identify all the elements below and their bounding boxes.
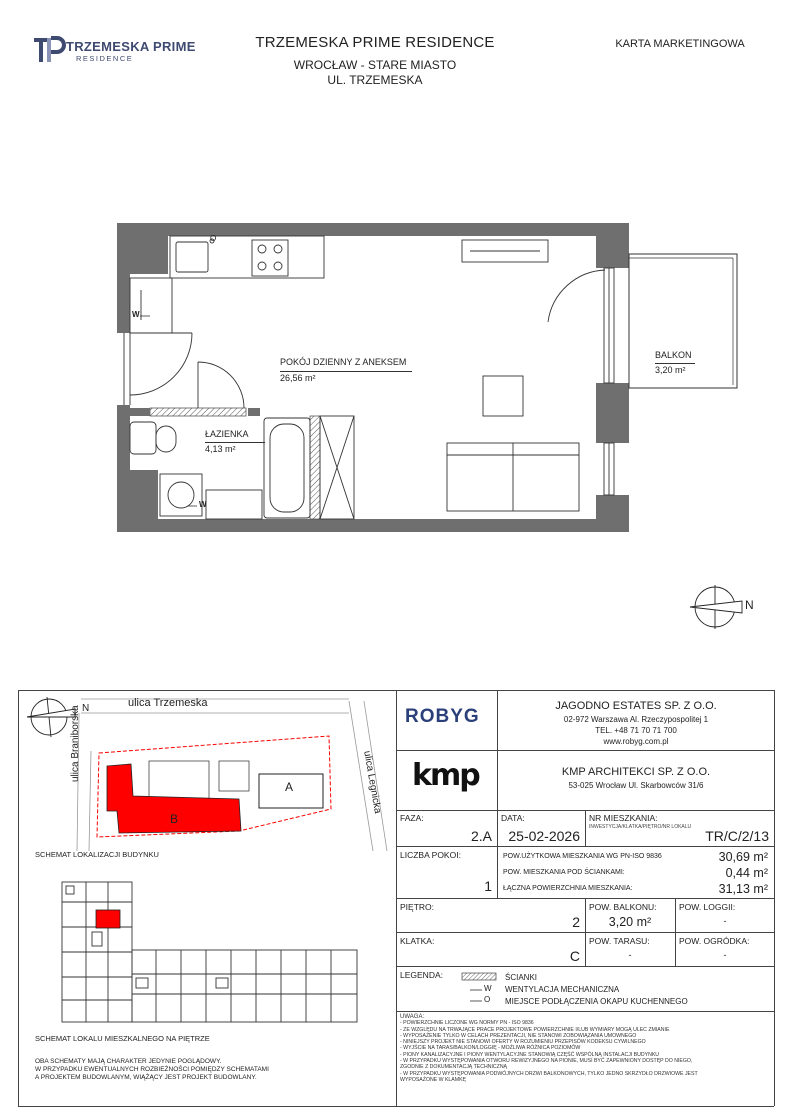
document-type: KARTA MARKETINGOWA <box>615 38 745 50</box>
hood-label: O <box>210 234 217 243</box>
data-value: 25-02-2026 <box>508 828 580 844</box>
faza-value: 2.A <box>470 828 492 844</box>
floor-schema <box>36 872 366 1027</box>
loggia-value: - <box>723 916 727 926</box>
legend-hatch-icon <box>462 973 496 980</box>
pow-uzytkowa-label: POW.UŻYTKOWA MIESZKANIA WG PN-ISO 9836 <box>503 853 662 860</box>
legend-wentylacja: WENTYLACJA MECHANICZNA <box>505 985 620 994</box>
ogrod-value: - <box>723 950 727 960</box>
room-living-name: POKÓJ DZIENNY Z ANEKSEM <box>280 357 407 367</box>
remarks-block: UWAGA: - POWIERZCHNIE LICZONE WG NORMY PN - ISO 9836 - ZE WZGLĘDU NA TRWAJĄCE PRACE PROJEKTOWE POWIERZCHNIE I/LUB WYMIARY MOGĄ ULEC ZMIANIE - WYPOSAŻENIE TYLKO W CELACH PREZENTACJI, NIE STANOWI ZOBOWIĄZANIA UMOWNEGO - NINIEJSZY PROJEKT NIE STANOWI OFERTY W ROZUMIENIU PRZEPISÓW KODEKSU CYWILNEGO - WYJŚCIE NA TARAS/BALKON/LOGGIĘ - MOŻLIWA RÓŻNICA POZIOMÓW - PIONY KANALIZACYJNE I PIONY WENTYLACYJNE STANOWIĄ CZĘŚĆ WSPÓLNĄ INSTALACJI BUDYNKU - W PRZYPADKU WYSTĘPOWANIA OTWORU REWIZYJNEGO NA PIONIE, MUSI BYĆ ZAPEWNIONY DOSTĘP DO NIEGO, ZGODNIE Z DOKUMENTACJĄ TECHNICZNĄ - W PRZYPADKU WYSTĘPOWANIA PODWÓJNYCH DRZWI BALKONOWYCH, TYLKO JEDNO SKRZYDŁO DRZWIOWE JEST WYPOSAŻONE W KLAMKĘ <box>400 1014 698 1083</box>
company2-address: 53-025 Wrocław Ul. Skarbowców 31/6 <box>568 781 704 790</box>
building-b-label: B <box>170 812 179 826</box>
street-left-label: ulica Braniborska <box>70 705 81 782</box>
north-arrow-icon <box>690 585 742 629</box>
room-bath-name: ŁAZIENKA <box>205 429 249 439</box>
room-balcony-name: BALKON <box>655 350 692 360</box>
balkon-label: POW. BALKONU: <box>589 902 657 912</box>
legend-okap: MIEJSCE PODŁĄCZENIA OKAPU KUCHENNEGO <box>505 997 688 1006</box>
company1-website: www.robyg.com.pl <box>603 737 669 746</box>
project-title: TRZEMESKA PRIME RESIDENCE <box>255 34 495 51</box>
street-top-label: ulica Trzemeska <box>128 697 208 709</box>
legend-o-symbol: O <box>484 995 491 1004</box>
room-living-area: 26,56 m² <box>280 371 412 383</box>
logo-name: TRZEMESKA PRIME <box>66 39 196 54</box>
taras-value: - <box>628 950 632 960</box>
living-furniture <box>447 240 579 511</box>
taras-label: POW. TARASU: <box>589 936 650 946</box>
ogrod-label: POW. OGRÓDKA: <box>679 936 750 946</box>
building-a-label: A <box>285 780 294 794</box>
site-north-arrow-icon <box>27 697 75 737</box>
pokoje-value: 1 <box>484 878 492 894</box>
legend-symbols <box>460 971 500 1009</box>
project-city: WROCŁAW - STARE MIASTO <box>293 58 457 72</box>
klatka-label: KLATKA: <box>400 936 435 946</box>
logo-subtitle: RESIDENCE <box>76 54 134 63</box>
kmp-logo: kmp <box>412 758 479 793</box>
unit-highlight <box>96 910 120 928</box>
nr-sublabel: INWESTYCJA/KLATKA/PIĘTRO/NR LOKALU <box>589 824 692 830</box>
pietro-value: 2 <box>572 914 580 930</box>
pow-scianki-value: 0,44 m² <box>725 866 768 880</box>
pow-uzytkowa-value: 30,69 m² <box>718 850 768 864</box>
project-street: UL. TRZEMESKA <box>327 73 423 87</box>
bathroom-door <box>198 362 244 408</box>
data-label: DATA: <box>501 813 525 823</box>
balcony-door <box>548 268 614 495</box>
legend-label: LEGENDA: <box>400 970 443 980</box>
pow-laczna-value: 31,13 m² <box>718 882 768 896</box>
legend-scianki: ŚCIANKI <box>505 973 538 982</box>
legend-w-symbol: W <box>484 984 492 993</box>
site-schema-caption: SCHEMAT LOKALIZACJI BUDYNKU <box>35 850 159 859</box>
nr-label: NR MIESZKANIA: <box>589 813 658 823</box>
company1-phone: TEL. +48 71 70 71 700 <box>595 726 677 735</box>
nr-value: TR/C/2/13 <box>705 828 769 844</box>
room-bath-area: 4,13 m² <box>205 442 265 454</box>
street-right-label: ulica Legnicka <box>361 750 384 815</box>
company1-address: 02-972 Warszawa Al. Rzeczypospolitej 1 <box>563 715 709 724</box>
entry-door <box>124 333 192 405</box>
company1-name: JAGODNO ESTATES SP. Z O.O. <box>555 700 717 712</box>
pow-laczna-label: ŁĄCZNA POWIERZCHNIA MIESZKANIA: <box>503 885 633 892</box>
robyg-logo: ROBYG <box>405 706 480 727</box>
vent-label-kitchen: W <box>132 310 140 319</box>
faza-label: FAZA: <box>400 813 424 823</box>
vent-label-bath: W <box>199 500 207 509</box>
floor-schema-caption: SCHEMAT LOKALU MIESZKALNEGO NA PIĘTRZE <box>35 1034 210 1043</box>
loggia-label: POW. LOGGII: <box>679 902 736 912</box>
pow-scianki-label: POW. MIESZKANIA POD ŚCIANKAMI: <box>503 869 625 876</box>
pietro-label: PIĘTRO: <box>400 902 435 912</box>
site-north-label: N <box>82 703 90 714</box>
company2-name: KMP ARCHITEKCI SP. Z O.O. <box>561 766 711 778</box>
schema-note: OBA SCHEMATY MAJĄ CHARAKTER JEDYNIE POGLĄDOWY. W PRZYPADKU EWENTUALNYCH ROZBIEŻNOŚCI POMIĘDZY SCHEMATAMI A PROJEKTEM BUDOWLANYM, WIĄŻĄCY JEST PROJEKT BUDOWLANY. <box>35 1058 269 1081</box>
plan-north-label: N <box>745 598 754 612</box>
pokoje-label: LICZBA POKOI: <box>400 850 461 860</box>
room-balcony-area: 3,20 m² <box>655 363 695 375</box>
klatka-value: C <box>569 948 580 964</box>
balkon-value: 3,20 m² <box>608 915 652 929</box>
